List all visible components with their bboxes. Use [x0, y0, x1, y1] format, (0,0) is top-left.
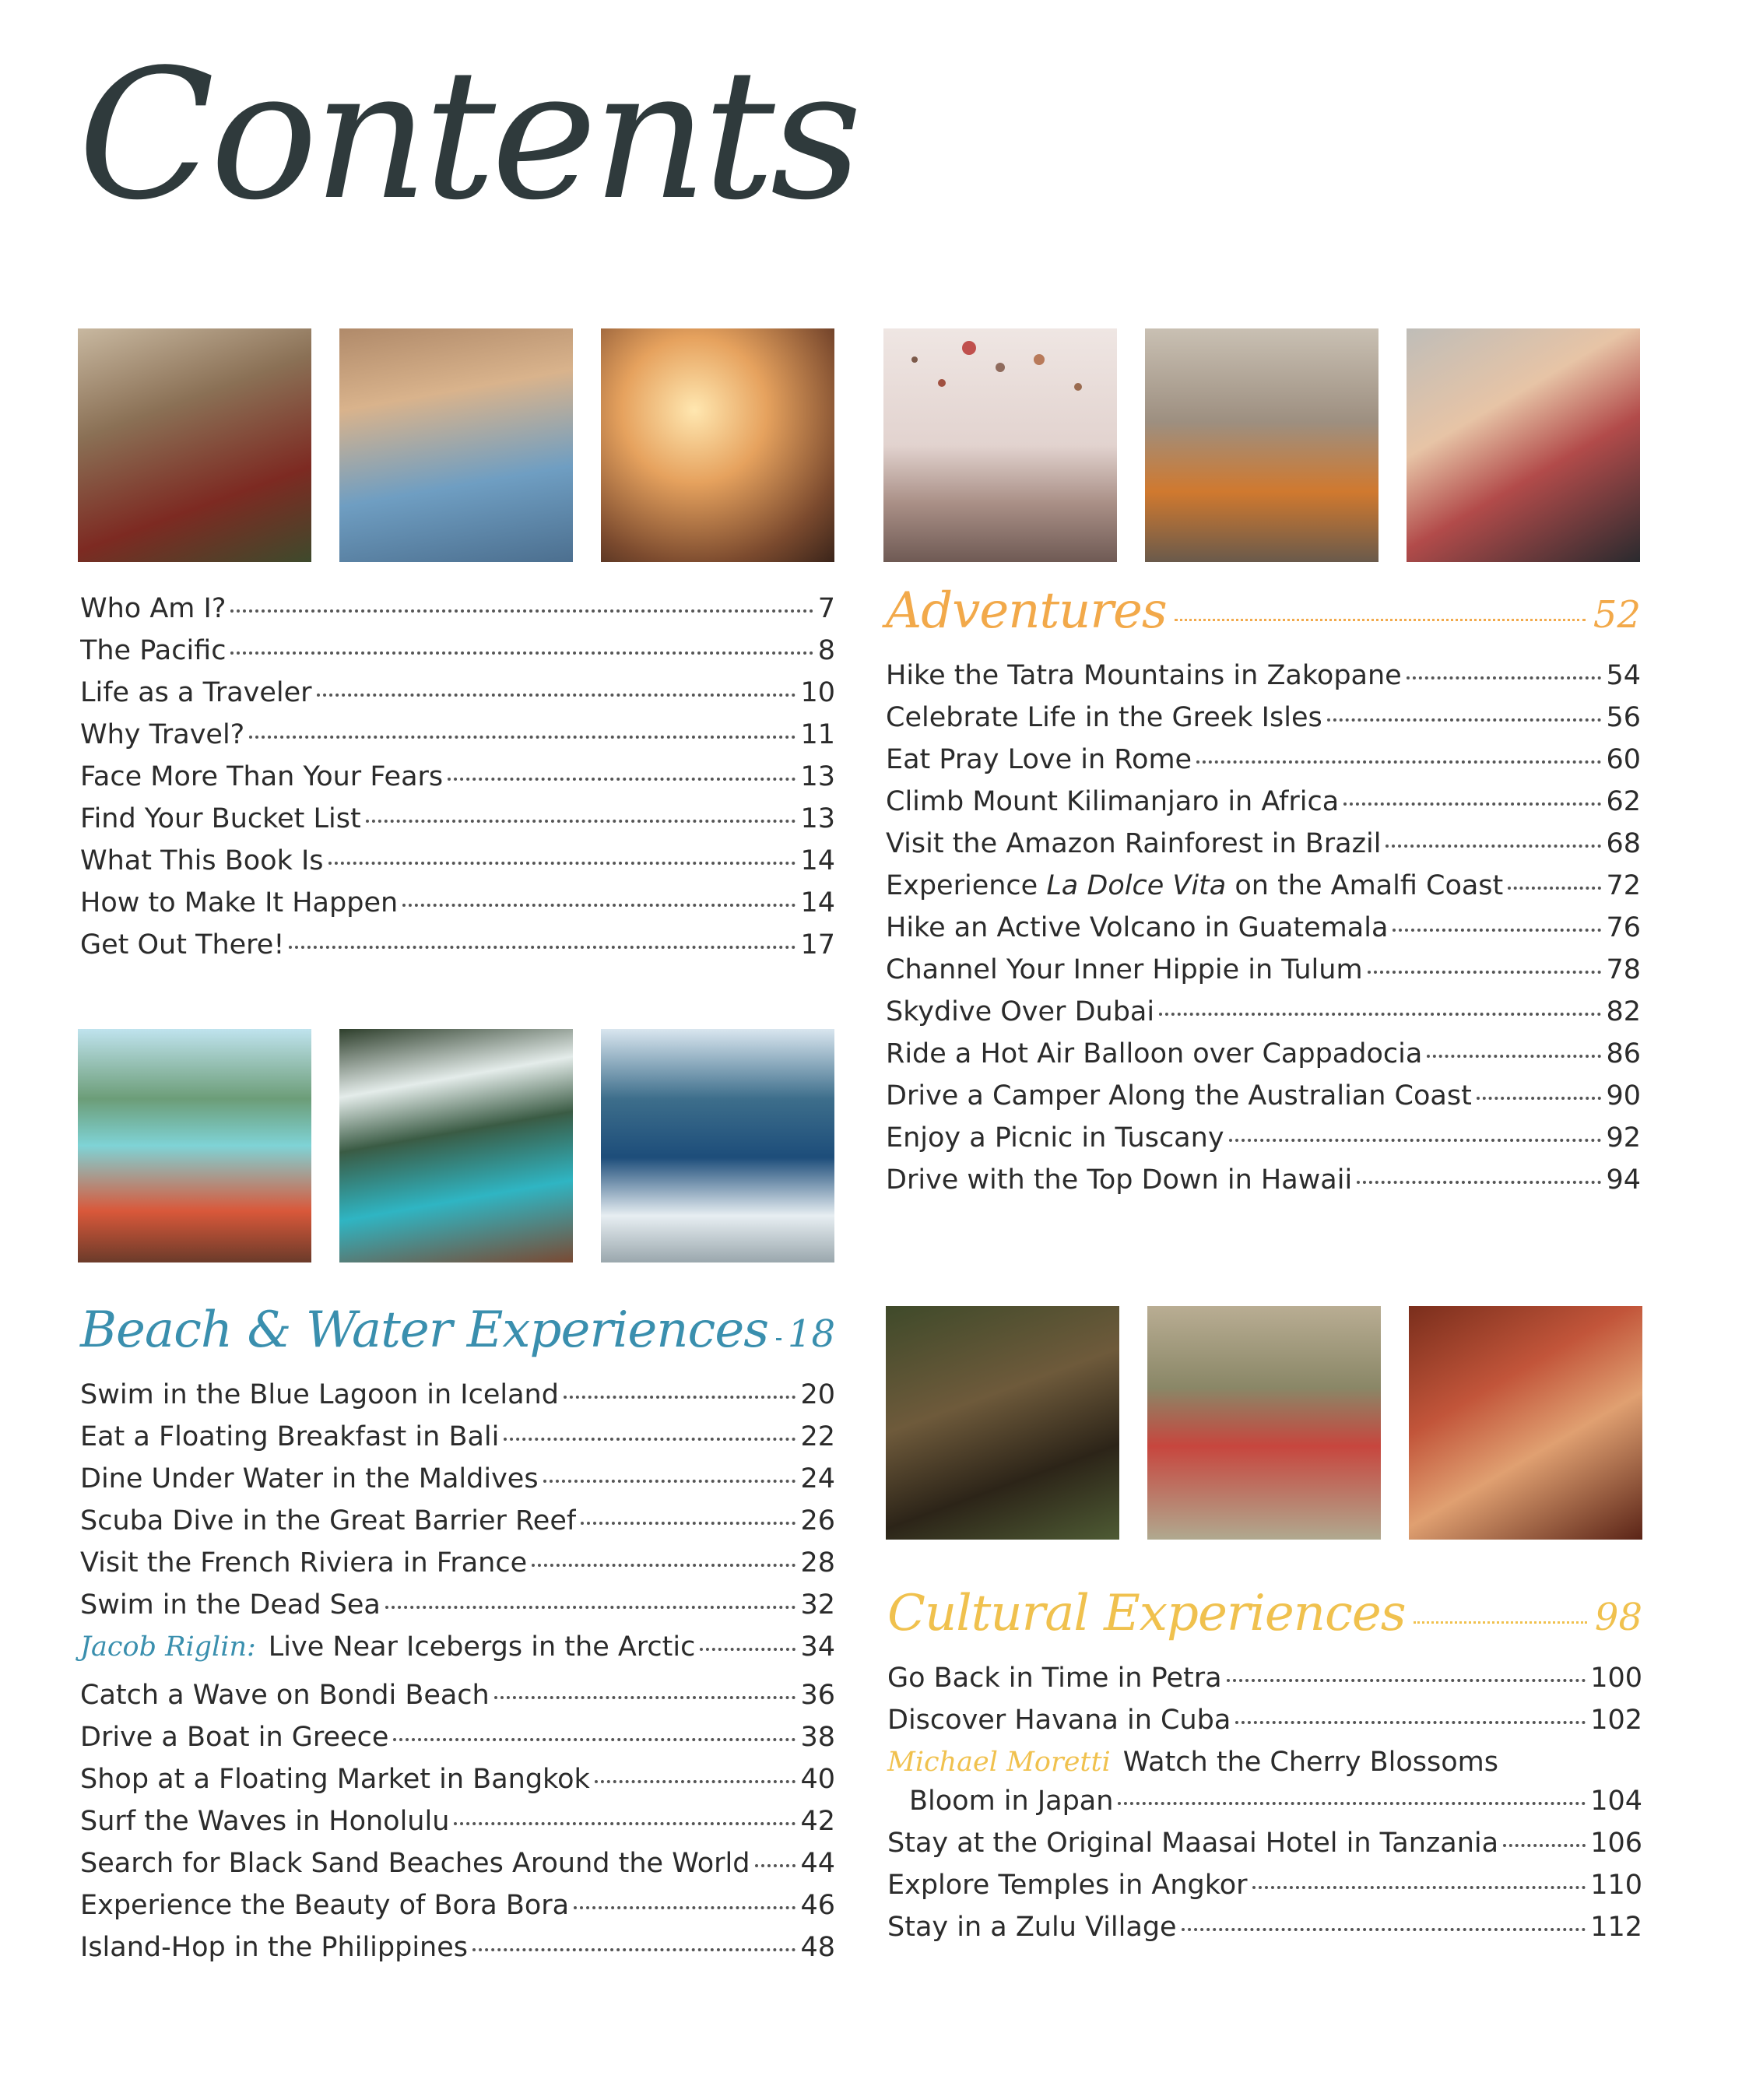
- toc-item[interactable]: [886, 744, 1641, 786]
- toc-item-page: 22: [800, 1421, 835, 1452]
- label-emphasis: La Dolce Vita: [1046, 870, 1227, 901]
- dot-leader: [1175, 619, 1586, 621]
- label-pre: Experience: [886, 870, 1047, 901]
- toc-item-label: Shop at a Floating Market in Bangkok: [80, 1764, 590, 1795]
- toc-item-page: 76: [1606, 912, 1641, 943]
- dot-leader: [402, 904, 795, 907]
- dot-leader: [1508, 887, 1601, 890]
- dot-leader: [317, 694, 796, 697]
- toc-item-label: Ride a Hot Air Balloon over Cappadocia: [886, 1038, 1423, 1069]
- toc-item-page: 34: [800, 1631, 835, 1663]
- toc-item-label: Skydive Over Dubai: [886, 996, 1155, 1027]
- section-heading-beach-water[interactable]: [80, 1301, 835, 1379]
- dot-leader: [328, 862, 796, 865]
- toc-item-label: Live Near Icebergs in the Arctic: [268, 1631, 696, 1663]
- toc-item-label: Scuba Dive in the Great Barrier Reef: [80, 1505, 577, 1536]
- section-title: Adventures: [886, 582, 1167, 640]
- toc-item-label: Watch the Cherry Blossoms: [1122, 1747, 1498, 1778]
- toc-item[interactable]: [80, 719, 835, 761]
- dot-leader: [1196, 760, 1601, 764]
- toc-item-line1: [887, 1747, 1642, 1786]
- toc-item-label: The Pacific: [80, 635, 227, 666]
- toc-item-label: [886, 870, 1503, 901]
- toc-item-page: 42: [800, 1806, 835, 1837]
- toc-item-page: 28: [800, 1547, 835, 1579]
- toc-item[interactable]: [80, 1505, 835, 1547]
- dot-leader: [532, 1564, 795, 1567]
- guest-author-name: Jacob Riglin:: [80, 1631, 256, 1663]
- dot-leader: [366, 820, 796, 823]
- balloon-dots: [883, 328, 1117, 562]
- toc-item-label: Face More Than Your Fears: [80, 761, 444, 792]
- toc-item-label: Visit the French Riviera in France: [80, 1547, 528, 1579]
- toc-item-page: 90: [1606, 1080, 1641, 1111]
- toc-item-page: 14: [800, 887, 835, 918]
- dot-leader: [472, 1948, 795, 1951]
- toc-item[interactable]: [80, 635, 835, 677]
- toc-item[interactable]: [887, 1705, 1642, 1747]
- toc-item[interactable]: [887, 1747, 1642, 1828]
- section-heading-cultural[interactable]: [887, 1585, 1642, 1663]
- photo-row-intro: [78, 328, 834, 562]
- toc-item-page: 56: [1606, 702, 1641, 733]
- toc-item[interactable]: [80, 1722, 835, 1764]
- dot-leader: [230, 609, 813, 613]
- photo-waterfall-lagoon: [339, 1029, 573, 1262]
- toc-item[interactable]: [80, 1932, 835, 1974]
- toc-item[interactable]: [80, 929, 835, 971]
- toc-item[interactable]: [887, 1870, 1642, 1912]
- dot-leader: [230, 651, 813, 655]
- toc-item-page: 24: [800, 1463, 835, 1494]
- toc-item-page: 7: [817, 593, 835, 624]
- toc-item[interactable]: [80, 1379, 835, 1421]
- dot-leader: [700, 1648, 795, 1651]
- toc-item-label: Search for Black Sand Beaches Around the World: [80, 1848, 750, 1879]
- dot-leader: [1393, 929, 1601, 932]
- toc-item-page: 48: [800, 1932, 835, 1963]
- toc-item-label: Stay at the Original Maasai Hotel in Tanzania: [887, 1828, 1499, 1859]
- photo-woman-in-car-flower-garland: [1407, 328, 1640, 562]
- toc-item-label: Drive with the Top Down in Hawaii: [886, 1164, 1353, 1196]
- toc-item-page: 104: [1590, 1786, 1642, 1817]
- toc-item[interactable]: [886, 1164, 1641, 1206]
- dot-leader: [564, 1396, 795, 1399]
- toc-item[interactable]: [886, 702, 1641, 744]
- toc-item-page: 72: [1606, 870, 1641, 901]
- toc-item[interactable]: [887, 1828, 1642, 1870]
- toc-item-page: 10: [800, 677, 835, 708]
- toc-item-label: Explore Temples in Angkor: [887, 1870, 1248, 1901]
- toc-item-page: 13: [800, 803, 835, 834]
- toc-item-label: Stay in a Zulu Village: [887, 1912, 1177, 1943]
- toc-item-page: 32: [800, 1589, 835, 1621]
- toc-adventures: [886, 582, 1641, 1206]
- toc-item-label: Swim in the Dead Sea: [80, 1589, 381, 1621]
- toc-item-label: Why Travel?: [80, 719, 245, 750]
- dot-leader: [393, 1738, 795, 1741]
- section-heading-adventures[interactable]: [886, 582, 1641, 660]
- toc-item-page: 106: [1590, 1828, 1642, 1859]
- toc-item-page: 112: [1590, 1912, 1642, 1943]
- dot-leader: [1503, 1844, 1586, 1847]
- dot-leader: [494, 1696, 796, 1699]
- toc-item[interactable]: [886, 660, 1641, 702]
- dot-leader: [1159, 1013, 1601, 1016]
- toc-item[interactable]: [80, 1421, 835, 1463]
- toc-item[interactable]: [80, 803, 835, 845]
- toc-item-label: Celebrate Life in the Greek Isles: [886, 702, 1322, 733]
- toc-item-label: Visit the Amazon Rainforest in Brazil: [886, 828, 1382, 859]
- dot-leader: [454, 1822, 795, 1825]
- toc-item-label: Get Out There!: [80, 929, 285, 960]
- toc-item[interactable]: [80, 1680, 835, 1722]
- toc-item-page: 94: [1606, 1164, 1641, 1196]
- toc-item-page: 92: [1606, 1122, 1641, 1154]
- dot-leader: [543, 1480, 796, 1483]
- toc-item-page: 78: [1606, 954, 1641, 985]
- dot-leader: [1343, 802, 1601, 806]
- dot-leader: [1386, 845, 1601, 848]
- toc-item-label: Experience the Beauty of Bora Bora: [80, 1890, 570, 1921]
- toc-item[interactable]: [80, 593, 835, 635]
- toc-item[interactable]: [886, 786, 1641, 828]
- toc-cultural: [887, 1585, 1642, 1954]
- label-post: on the Amalfi Coast: [1226, 870, 1504, 901]
- dot-leader: [249, 736, 795, 739]
- section-title: Beach & Water Experiences: [80, 1301, 769, 1359]
- toc-item-page: 102: [1590, 1705, 1642, 1736]
- toc-item-page: 14: [800, 845, 835, 876]
- toc-item-page: 13: [800, 761, 835, 792]
- dot-leader: [1368, 971, 1602, 974]
- dot-leader: [1357, 1181, 1601, 1184]
- toc-item-page: 60: [1606, 744, 1641, 775]
- toc-item-page: 44: [800, 1848, 835, 1879]
- photo-woman-with-dog: [78, 328, 311, 562]
- dot-leader: [1235, 1721, 1586, 1724]
- dot-leader: [1414, 1621, 1587, 1624]
- toc-item[interactable]: [886, 912, 1641, 954]
- dot-leader: [1407, 676, 1602, 680]
- toc-item-label: How to Make It Happen: [80, 887, 399, 918]
- toc-item-page: 8: [817, 635, 835, 666]
- toc-item-page: 62: [1606, 786, 1641, 817]
- toc-item[interactable]: [80, 1764, 835, 1806]
- section-page: 52: [1593, 593, 1641, 637]
- toc-item-label: Catch a Wave on Bondi Beach: [80, 1680, 490, 1711]
- photo-maasai-women-walking: [1147, 1306, 1381, 1540]
- toc-item[interactable]: [887, 1912, 1642, 1954]
- toc-item-page: 54: [1606, 660, 1641, 691]
- toc-item[interactable]: [80, 1547, 835, 1589]
- toc-item[interactable]: [886, 954, 1641, 996]
- toc-item[interactable]: [886, 828, 1641, 870]
- toc-item-label: Hike the Tatra Mountains in Zakopane: [886, 660, 1402, 691]
- toc-item-label: Channel Your Inner Hippie in Tulum: [886, 954, 1363, 985]
- toc-item[interactable]: [80, 1890, 835, 1932]
- toc-item-page: 100: [1590, 1663, 1642, 1694]
- toc-item[interactable]: [80, 1848, 835, 1890]
- toc-item-page: 17: [800, 929, 835, 960]
- toc-item-page: 110: [1590, 1870, 1642, 1901]
- toc-item[interactable]: [80, 761, 835, 803]
- dot-leader: [1327, 718, 1602, 722]
- toc-item[interactable]: [886, 1038, 1641, 1080]
- section-title: Cultural Experiences: [887, 1585, 1406, 1642]
- toc-item-label: Climb Mount Kilimanjaro in Africa: [886, 786, 1340, 817]
- section-page: 98: [1594, 1596, 1642, 1639]
- toc-item[interactable]: [887, 1663, 1642, 1705]
- toc-item-page: 26: [800, 1505, 835, 1536]
- photo-row-adventures: [883, 328, 1640, 562]
- toc-item[interactable]: [886, 870, 1641, 912]
- dot-leader: [504, 1438, 795, 1441]
- dot-leader: [1477, 1097, 1602, 1100]
- toc-item-line2: [887, 1786, 1642, 1828]
- photo-hot-air-balloons: [883, 328, 1117, 562]
- guest-author-name: Michael Moretti: [887, 1747, 1111, 1778]
- toc-item[interactable]: [80, 677, 835, 719]
- toc-item-label: Eat a Floating Breakfast in Bali: [80, 1421, 500, 1452]
- toc-item[interactable]: [80, 887, 835, 929]
- toc-item-label: Eat Pray Love in Rome: [886, 744, 1192, 775]
- toc-item-label: What This Book Is: [80, 845, 324, 876]
- toc-item-label: Who Am I?: [80, 593, 227, 624]
- toc-item-page: 46: [800, 1890, 835, 1921]
- toc-item[interactable]: [886, 1080, 1641, 1122]
- toc-item-label: Discover Havana in Cuba: [887, 1705, 1231, 1736]
- toc-item-page: 20: [800, 1379, 835, 1410]
- toc-item-label: Drive a Boat in Greece: [80, 1722, 389, 1753]
- toc-item-label: Enjoy a Picnic in Tuscany: [886, 1122, 1224, 1154]
- dot-leader: [1229, 1139, 1602, 1142]
- dot-leader: [385, 1606, 796, 1609]
- photo-woman-orange-dress-arch: [1145, 328, 1378, 562]
- section-page: 18: [787, 1312, 835, 1356]
- toc-item[interactable]: [80, 1631, 835, 1680]
- toc-item[interactable]: [80, 1589, 835, 1631]
- photo-row-beach: [78, 1029, 834, 1262]
- toc-item-label: Island-Hop in the Philippines: [80, 1932, 468, 1963]
- photo-woman-laughing-warm-light: [601, 328, 834, 562]
- toc-intro: [80, 593, 835, 971]
- dot-leader: [581, 1522, 795, 1525]
- toc-item[interactable]: [886, 1122, 1641, 1164]
- toc-item-page: 68: [1606, 828, 1641, 859]
- dot-leader: [574, 1906, 795, 1909]
- toc-item[interactable]: [80, 845, 835, 887]
- toc-item-label: Life as a Traveler: [80, 677, 312, 708]
- dot-leader: [1182, 1928, 1586, 1931]
- dot-leader: [755, 1864, 796, 1867]
- toc-item-label: Dine Under Water in the Maldives: [80, 1463, 539, 1494]
- toc-item-page: 86: [1606, 1038, 1641, 1069]
- toc-item-label: Go Back in Time in Petra: [887, 1663, 1222, 1694]
- toc-item[interactable]: [886, 996, 1641, 1038]
- dot-leader: [1227, 1679, 1586, 1682]
- dot-leader: [1252, 1886, 1586, 1889]
- dot-leader: [595, 1780, 796, 1783]
- page-title: Contents: [78, 32, 858, 240]
- dot-leader: [289, 946, 795, 949]
- toc-item-label: Drive a Camper Along the Australian Coast: [886, 1080, 1472, 1111]
- dot-leader: [1427, 1055, 1601, 1058]
- toc-item-page: 38: [800, 1722, 835, 1753]
- toc-item-page: 36: [800, 1680, 835, 1711]
- dot-leader: [776, 1338, 780, 1340]
- photo-floating-breakfast: [78, 1029, 311, 1262]
- toc-item-label: Find Your Bucket List: [80, 803, 361, 834]
- dot-leader: [448, 778, 795, 781]
- photo-petra-canyon: [1409, 1306, 1642, 1540]
- toc-item-page: 40: [800, 1764, 835, 1795]
- toc-item-label: Swim in the Blue Lagoon in Iceland: [80, 1379, 559, 1410]
- photo-woman-driving-boat: [601, 1029, 834, 1262]
- toc-item[interactable]: [80, 1806, 835, 1848]
- toc-item-label: Hike an Active Volcano in Guatemala: [886, 912, 1389, 943]
- photo-woman-rainbow-jacket: [339, 328, 573, 562]
- toc-item-page: 11: [800, 719, 835, 750]
- dot-leader: [1118, 1802, 1586, 1805]
- toc-item-page: 82: [1606, 996, 1641, 1027]
- toc-beach-water: [80, 1301, 835, 1974]
- photo-jungle-temple-tree: [886, 1306, 1119, 1540]
- toc-item[interactable]: [80, 1463, 835, 1505]
- toc-item-label-cont: Bloom in Japan: [909, 1786, 1114, 1817]
- toc-item-label: Surf the Waves in Honolulu: [80, 1806, 450, 1837]
- photo-row-cultural: [886, 1306, 1642, 1540]
